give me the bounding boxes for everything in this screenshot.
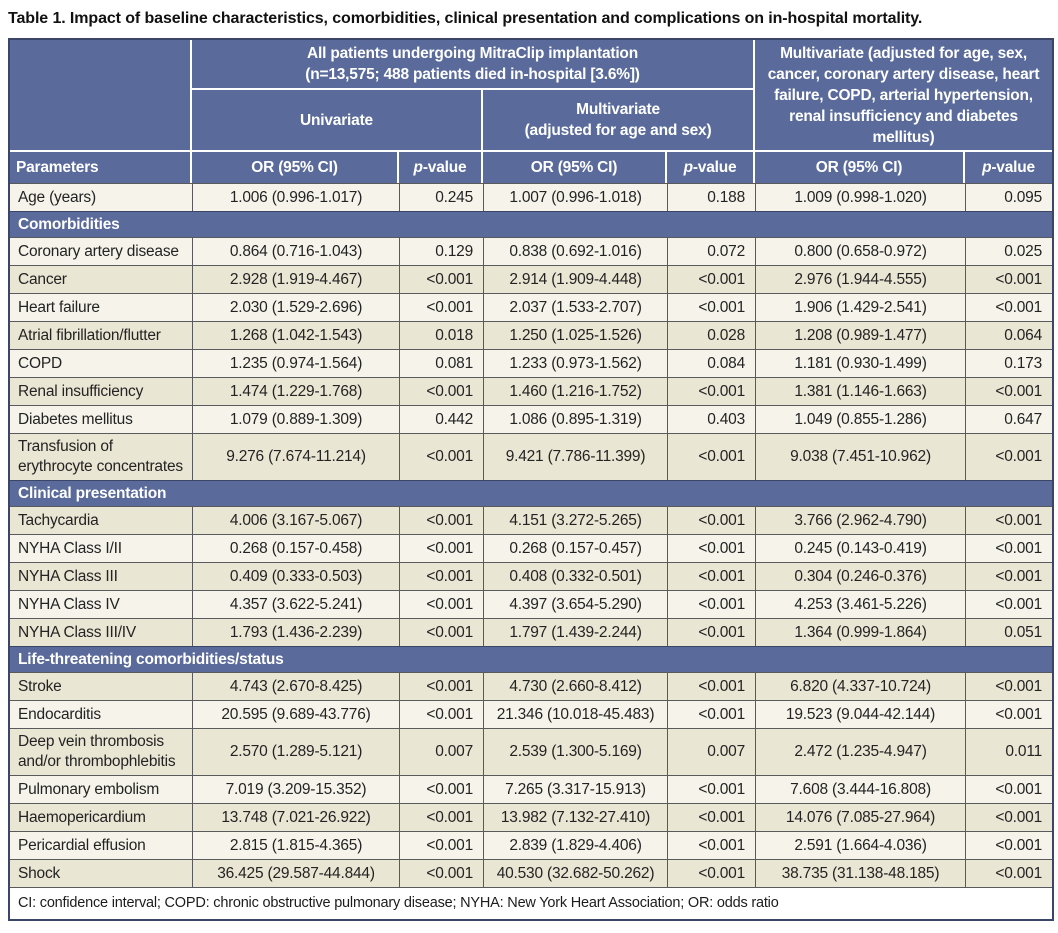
- p-value: <0.001: [399, 433, 483, 480]
- table-footer: [10, 887, 1052, 919]
- or-ci-value: 1.364 (0.999-1.864): [755, 618, 965, 646]
- or-ci-value: 0.409 (0.333-0.503): [192, 562, 399, 590]
- column-header-p-value-1: p-value: [399, 152, 483, 183]
- parameter-label: NYHA Class I/II: [10, 534, 192, 562]
- section-row: [10, 646, 1052, 672]
- header-row-columns: [10, 152, 1052, 183]
- or-ci-value: 1.208 (0.989-1.477): [755, 321, 965, 349]
- or-ci-value: 1.235 (0.974-1.564): [192, 349, 399, 377]
- table-body: [10, 183, 1052, 887]
- table-row: [10, 700, 1052, 728]
- p-value: <0.001: [399, 534, 483, 562]
- parameter-label: NYHA Class III: [10, 562, 192, 590]
- header-row-groups: [10, 40, 1052, 90]
- p-value: <0.001: [399, 590, 483, 618]
- or-ci-value: 1.079 (0.889-1.309): [192, 405, 399, 433]
- parameter-label: NYHA Class IV: [10, 590, 192, 618]
- header-multivariate-age-sex: [483, 90, 755, 152]
- or-ci-value: 40.530 (32.682-50.262): [483, 859, 667, 887]
- table-row: [10, 859, 1052, 887]
- or-ci-value: 7.019 (3.209-15.352): [192, 775, 399, 803]
- p-value: 0.084: [667, 349, 755, 377]
- p-value: <0.001: [965, 562, 1052, 590]
- parameter-label: Renal insufficiency: [10, 377, 192, 405]
- p-value: <0.001: [965, 803, 1052, 831]
- or-ci-value: 7.608 (3.444-16.808): [755, 775, 965, 803]
- or-ci-value: 2.037 (1.533-2.707): [483, 293, 667, 321]
- or-ci-value: 1.906 (1.429-2.541): [755, 293, 965, 321]
- p-value: <0.001: [399, 700, 483, 728]
- p-value: <0.001: [667, 293, 755, 321]
- parameter-label: Pulmonary embolism: [10, 775, 192, 803]
- p-value: 0.245: [399, 183, 483, 211]
- p-value: <0.001: [667, 265, 755, 293]
- p-value: <0.001: [399, 293, 483, 321]
- p-value: <0.001: [965, 831, 1052, 859]
- p-value: <0.001: [399, 618, 483, 646]
- p-value: <0.001: [965, 590, 1052, 618]
- p-value: <0.001: [667, 775, 755, 803]
- column-header-or-ci-3: OR (95% CI): [755, 152, 965, 183]
- table-row: [10, 377, 1052, 405]
- column-header-or-ci-2: OR (95% CI): [483, 152, 667, 183]
- table-row: [10, 562, 1052, 590]
- p-value: 0.025: [965, 237, 1052, 265]
- footnote: CI: confidence interval; COPD: chronic obstructive pulmonary disease; NYHA: New York Heart Association; OR: odds ratio: [10, 887, 1052, 919]
- parameter-label: Tachycardia: [10, 506, 192, 534]
- parameter-label: Pericardial effusion: [10, 831, 192, 859]
- or-ci-value: 1.793 (1.436-2.239): [192, 618, 399, 646]
- or-ci-value: 4.730 (2.660-8.412): [483, 672, 667, 700]
- p-value: <0.001: [667, 377, 755, 405]
- p-value: 0.173: [965, 349, 1052, 377]
- header-multivariate-line1: Multivariate: [576, 101, 660, 118]
- p-value: <0.001: [399, 775, 483, 803]
- parameter-label: Stroke: [10, 672, 192, 700]
- p-value: <0.001: [965, 377, 1052, 405]
- p-value: <0.001: [667, 672, 755, 700]
- p-value: <0.001: [965, 534, 1052, 562]
- p-value: 0.129: [399, 237, 483, 265]
- p-value: <0.001: [667, 831, 755, 859]
- or-ci-value: 1.268 (1.042-1.543): [192, 321, 399, 349]
- or-ci-value: 1.007 (0.996-1.018): [483, 183, 667, 211]
- p-value: <0.001: [965, 433, 1052, 480]
- p-value: 0.007: [399, 728, 483, 775]
- p-value: 0.081: [399, 349, 483, 377]
- header-corner-cell: [10, 40, 192, 152]
- p-value: <0.001: [399, 859, 483, 887]
- p-value: <0.001: [667, 859, 755, 887]
- parameter-label: COPD: [10, 349, 192, 377]
- or-ci-value: 1.381 (1.146-1.663): [755, 377, 965, 405]
- footnote-row: [10, 887, 1052, 919]
- or-ci-value: 0.838 (0.692-1.016): [483, 237, 667, 265]
- p-value: 0.007: [667, 728, 755, 775]
- p-value: <0.001: [667, 562, 755, 590]
- section-label: Comorbidities: [10, 211, 1052, 237]
- table-row: [10, 349, 1052, 377]
- parameter-label: Diabetes mellitus: [10, 405, 192, 433]
- section-label: Clinical presentation: [10, 480, 1052, 506]
- or-ci-value: 4.006 (3.167-5.067): [192, 506, 399, 534]
- or-ci-value: 2.914 (1.909-4.448): [483, 265, 667, 293]
- p-value: <0.001: [399, 562, 483, 590]
- or-ci-value: 13.982 (7.132-27.410): [483, 803, 667, 831]
- or-ci-value: 4.743 (2.670-8.425): [192, 672, 399, 700]
- p-value: <0.001: [667, 506, 755, 534]
- table-row: [10, 618, 1052, 646]
- header-all-patients-line1: All patients undergoing MitraClip implantation: [307, 45, 638, 62]
- p-value: <0.001: [667, 433, 755, 480]
- or-ci-value: 0.268 (0.157-0.457): [483, 534, 667, 562]
- table-row: [10, 293, 1052, 321]
- table-row: [10, 506, 1052, 534]
- table-row: [10, 405, 1052, 433]
- parameter-label: Age (years): [10, 183, 192, 211]
- p-value: <0.001: [667, 700, 755, 728]
- p-value: 0.051: [965, 618, 1052, 646]
- p-value: <0.001: [399, 506, 483, 534]
- p-value: 0.188: [667, 183, 755, 211]
- or-ci-value: 7.265 (3.317-15.913): [483, 775, 667, 803]
- column-header-or-ci-1: OR (95% CI): [192, 152, 399, 183]
- header-multivariate-full: Multivariate (adjusted for age, sex, cancer, coronary artery disease, heart failure, COPD, arterial hypertension, renal insufficiency and diabetes mellitus): [755, 40, 1052, 152]
- table-row: [10, 183, 1052, 211]
- p-value: <0.001: [965, 265, 1052, 293]
- table-row: [10, 728, 1052, 775]
- or-ci-value: 9.276 (7.674-11.214): [192, 433, 399, 480]
- or-ci-value: 1.460 (1.216-1.752): [483, 377, 667, 405]
- or-ci-value: 36.425 (29.587-44.844): [192, 859, 399, 887]
- table-row: [10, 803, 1052, 831]
- mortality-table: [8, 38, 1054, 921]
- or-ci-value: 0.304 (0.246-0.376): [755, 562, 965, 590]
- or-ci-value: 4.357 (3.622-5.241): [192, 590, 399, 618]
- or-ci-value: 2.976 (1.944-4.555): [755, 265, 965, 293]
- header-univariate: Univariate: [192, 90, 483, 152]
- parameter-label: Deep vein thrombosis and/or thrombophlebitis: [10, 728, 192, 775]
- or-ci-value: 4.253 (3.461-5.226): [755, 590, 965, 618]
- or-ci-value: 1.233 (0.973-1.562): [483, 349, 667, 377]
- parameter-label: Shock: [10, 859, 192, 887]
- or-ci-value: 1.474 (1.229-1.768): [192, 377, 399, 405]
- or-ci-value: 2.928 (1.919-4.467): [192, 265, 399, 293]
- p-value: <0.001: [667, 618, 755, 646]
- p-value: 0.647: [965, 405, 1052, 433]
- table-row: [10, 672, 1052, 700]
- parameter-label: Transfusion of erythrocyte concentrates: [10, 433, 192, 480]
- table-row: [10, 265, 1052, 293]
- table-header: [10, 40, 1052, 183]
- p-value: <0.001: [667, 590, 755, 618]
- or-ci-value: 13.748 (7.021-26.922): [192, 803, 399, 831]
- parameter-label: Haemopericardium: [10, 803, 192, 831]
- or-ci-value: 9.038 (7.451-10.962): [755, 433, 965, 480]
- or-ci-value: 2.815 (1.815-4.365): [192, 831, 399, 859]
- or-ci-value: 1.009 (0.998-1.020): [755, 183, 965, 211]
- or-ci-value: 3.766 (2.962-4.790): [755, 506, 965, 534]
- table-row: [10, 775, 1052, 803]
- or-ci-value: 1.086 (0.895-1.319): [483, 405, 667, 433]
- or-ci-value: 1.250 (1.025-1.526): [483, 321, 667, 349]
- section-row: [10, 211, 1052, 237]
- table-title: Table 1. Impact of baseline characteristics, comorbidities, clinical presentation and complications on in-hospital mortality.: [8, 10, 923, 27]
- table-row: [10, 237, 1052, 265]
- or-ci-value: 0.245 (0.143-0.419): [755, 534, 965, 562]
- p-value: 0.403: [667, 405, 755, 433]
- table-row: [10, 321, 1052, 349]
- parameter-label: Coronary artery disease: [10, 237, 192, 265]
- p-value: 0.028: [667, 321, 755, 349]
- p-value: 0.018: [399, 321, 483, 349]
- table-row: [10, 831, 1052, 859]
- p-value: 0.064: [965, 321, 1052, 349]
- or-ci-value: 2.570 (1.289-5.121): [192, 728, 399, 775]
- or-ci-value: 9.421 (7.786-11.399): [483, 433, 667, 480]
- or-ci-value: 19.523 (9.044-42.144): [755, 700, 965, 728]
- p-value: 0.442: [399, 405, 483, 433]
- or-ci-value: 2.591 (1.664-4.036): [755, 831, 965, 859]
- or-ci-value: 1.797 (1.439-2.244): [483, 618, 667, 646]
- or-ci-value: 1.006 (0.996-1.017): [192, 183, 399, 211]
- column-header-p-value-3: p-value: [965, 152, 1052, 183]
- or-ci-value: 14.076 (7.085-27.964): [755, 803, 965, 831]
- header-all-patients: [192, 40, 755, 90]
- parameter-label: Endocarditis: [10, 700, 192, 728]
- p-value: <0.001: [965, 506, 1052, 534]
- or-ci-value: 38.735 (31.138-48.185): [755, 859, 965, 887]
- or-ci-value: 6.820 (4.337-10.724): [755, 672, 965, 700]
- p-value: 0.072: [667, 237, 755, 265]
- or-ci-value: 0.408 (0.332-0.501): [483, 562, 667, 590]
- p-value: 0.011: [965, 728, 1052, 775]
- parameter-label: Atrial fibrillation/flutter: [10, 321, 192, 349]
- column-header-p-value-2: p-value: [667, 152, 755, 183]
- p-value: 0.095: [965, 183, 1052, 211]
- header-all-patients-line2: (n=13,575; 488 patients died in-hospital [3.6%]): [305, 66, 640, 83]
- p-value: <0.001: [965, 775, 1052, 803]
- p-value: <0.001: [965, 859, 1052, 887]
- parameter-label: Heart failure: [10, 293, 192, 321]
- p-value: <0.001: [399, 265, 483, 293]
- or-ci-value: 2.539 (1.300-5.169): [483, 728, 667, 775]
- p-value: <0.001: [965, 700, 1052, 728]
- column-header-parameters: Parameters: [10, 152, 192, 183]
- or-ci-value: 2.030 (1.529-2.696): [192, 293, 399, 321]
- p-value: <0.001: [399, 672, 483, 700]
- p-value: <0.001: [399, 831, 483, 859]
- or-ci-value: 21.346 (10.018-45.483): [483, 700, 667, 728]
- parameter-label: Cancer: [10, 265, 192, 293]
- or-ci-value: 4.151 (3.272-5.265): [483, 506, 667, 534]
- or-ci-value: 0.864 (0.716-1.043): [192, 237, 399, 265]
- p-value: <0.001: [965, 293, 1052, 321]
- parameter-label: NYHA Class III/IV: [10, 618, 192, 646]
- p-value: <0.001: [965, 672, 1052, 700]
- or-ci-value: 2.839 (1.829-4.406): [483, 831, 667, 859]
- header-multivariate-line2: (adjusted for age and sex): [524, 122, 712, 139]
- p-value: <0.001: [667, 803, 755, 831]
- table-row: [10, 534, 1052, 562]
- or-ci-value: 4.397 (3.654-5.290): [483, 590, 667, 618]
- p-value: <0.001: [399, 803, 483, 831]
- or-ci-value: 2.472 (1.235-4.947): [755, 728, 965, 775]
- section-row: [10, 480, 1052, 506]
- section-label: Life-threatening comorbidities/status: [10, 646, 1052, 672]
- table-row: [10, 433, 1052, 480]
- or-ci-value: 1.049 (0.855-1.286): [755, 405, 965, 433]
- p-value: <0.001: [667, 534, 755, 562]
- or-ci-value: 0.800 (0.658-0.972): [755, 237, 965, 265]
- table-row: [10, 590, 1052, 618]
- or-ci-value: 0.268 (0.157-0.458): [192, 534, 399, 562]
- or-ci-value: 1.181 (0.930-1.499): [755, 349, 965, 377]
- p-value: <0.001: [399, 377, 483, 405]
- or-ci-value: 20.595 (9.689-43.776): [192, 700, 399, 728]
